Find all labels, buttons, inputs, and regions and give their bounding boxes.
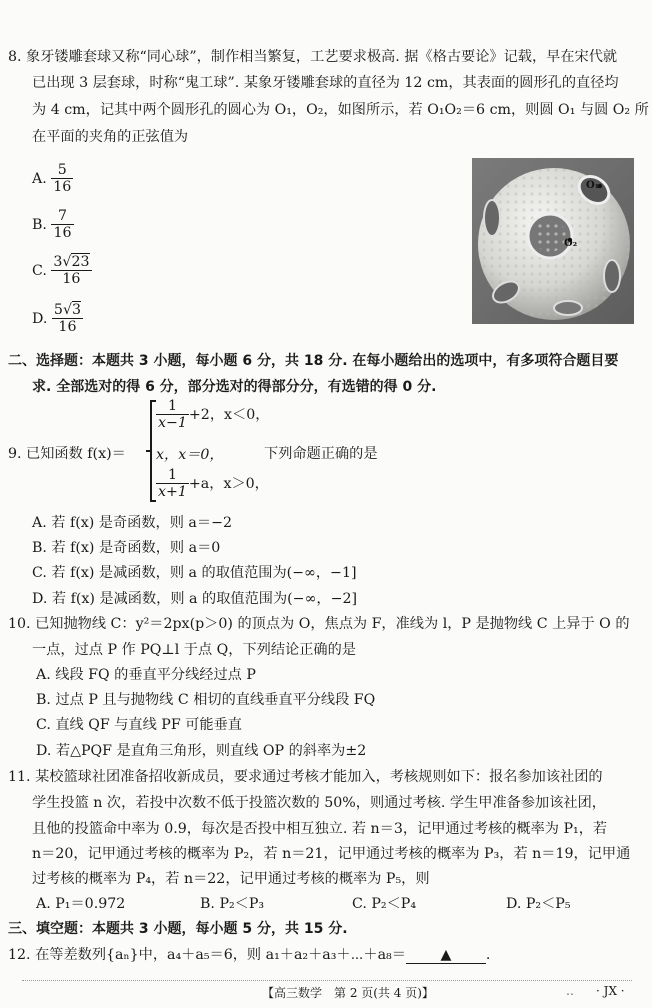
hole-right: [604, 260, 620, 292]
q9-option-b: B. 若 f(x) 是奇函数，则 a＝0: [32, 540, 221, 556]
section2-line1: 二、选择题：本题共 3 小题，每小题 6 分，共 18 分. 在每小题给出的选项中，有多项符合题目要: [8, 353, 619, 369]
q10-option-b: B. 过点 P 且与抛物线 C 相切的直线垂直平分线段 FQ: [36, 692, 376, 708]
option-label: A.: [32, 170, 47, 187]
q9-option-d: D. 若 f(x) 是减函数，则 a 的取值范围为(−∞，−2]: [32, 591, 358, 607]
q9-case1: $\frac{1}{x-1}$ +2，x＜0，: [158, 398, 270, 432]
triangle-icon: ▲: [440, 947, 452, 963]
q8-option-b: [32, 208, 74, 242]
footer-dots: ‥: [566, 984, 575, 998]
q9-prefix: 9. 已知函数 f(x)＝: [8, 446, 126, 462]
hole-left: [484, 200, 500, 236]
q8-option-a: [32, 162, 73, 196]
q9-case3: $\frac{1}{x+1}$ +a，x＞0，: [158, 467, 269, 501]
q9-case2: x，x＝0，: [156, 447, 224, 463]
q10-option-c: C. 直线 QF 与直线 PF 可能垂直: [36, 717, 242, 733]
q11-line2: 学生投篮 n 次，若投中次数不低于投篮次数的 50%，则通过考核. 学生甲准备参加该社团，: [32, 795, 606, 811]
label-o1: O₁: [586, 180, 600, 191]
fraction: $\frac{1}{x-1}$: [158, 398, 187, 432]
q8-line1: 8. 象牙镂雕套球又称“同心球”，制作相当繁复，工艺要求极高. 据《格古要论》记载，早在宋代就: [8, 49, 618, 65]
q10-line1: 10. 已知抛物线 C：y²＝2px(p＞0) 的顶点为 O，焦点为 F，准线为 l，P 是抛物线 C 上异于 O 的: [8, 616, 630, 632]
fraction: $\frac{3√23}{16}$: [53, 254, 90, 288]
q9-option-c: C. 若 f(x) 是减函数，则 a 的取值范围为(−∞，−1]: [32, 565, 357, 581]
q11-option-c: C. P₂＜P₄: [352, 896, 417, 912]
label-o2: O₂: [564, 238, 578, 249]
answer-blank[interactable]: [406, 947, 486, 964]
section2-line2: 求. 全部选对的得 6 分，部分选对的得部分分，有选错的得 0 分.: [32, 379, 437, 395]
footer-page-info: 【高三数学 第 2 页(共 4 页)】: [262, 986, 434, 1000]
q8-line3: 为 4 cm，记其中两个圆形孔的圆心为 O₁，O₂，如图所示，若 O₁O₂＝6 cm，则圆 O₁ 与圆 O₂ 所: [32, 102, 649, 118]
q10-option-d: D. 若△PQF 是直角三角形，则直线 OP 的斜率为±2: [36, 743, 367, 759]
fraction: $\frac{5}{16}$: [53, 162, 72, 196]
q11-option-a: A. P₁＝0.972: [36, 896, 126, 912]
option-label: D.: [32, 310, 48, 327]
q9-option-a: A. 若 f(x) 是奇函数，则 a＝−2: [32, 515, 232, 531]
q11-option-b: B. P₂＜P₃: [200, 896, 265, 912]
carved-ball-figure: [472, 158, 634, 324]
q11-line1: 11. 某校篮球社团准备招收新成员，要求通过考核才能加入，考核规则如下：报名参加该社团的: [8, 769, 603, 785]
q8-option-d: [32, 302, 83, 336]
fraction: $\frac{1}{x+1}$: [158, 467, 187, 501]
q8-line2: 已出现 3 层套球，时称“鬼工球”. 某象牙镂雕套球的直径为 12 cm，其表面的圆形孔的直径均: [32, 75, 619, 91]
q12-text: 12. 在等差数列{aₙ}中，a₄＋a₅＝6，则 a₁＋a₂＋a₃＋⋯＋a₈＝ ▲ .: [8, 947, 491, 963]
section3-line1: 三、填空题：本题共 3 小题，每小题 5 分，共 15 分.: [8, 921, 348, 937]
option-label: B.: [32, 216, 47, 233]
q9-suffix: 下列命题正确的是: [264, 446, 378, 462]
fraction: $\frac{7}{16}$: [53, 208, 72, 242]
q8-option-c: [32, 254, 92, 288]
ball-illustration: [472, 158, 634, 324]
option-label: C.: [32, 262, 47, 279]
q8-line4: 在平面的夹角的正弦值为: [32, 129, 189, 145]
q11-line3: 且他的投篮命中率为 0.9，每次是否投中相互独立. 若 n＝3，记甲通过考核的概率为 P₁，若: [32, 821, 608, 837]
q11-line5: 过考核的概率为 P₄，若 n＝22，记甲通过考核的概率为 P₅，则: [32, 871, 430, 887]
q11-line4: n＝20，记甲通过考核的概率为 P₂，若 n＝21，记甲通过考核的概率为 P₃，若 n＝19，记甲通: [32, 846, 631, 862]
q10-option-a: A. 线段 FQ 的垂直平分线经过点 P: [36, 667, 256, 683]
q11-option-d: D. P₂＜P₅: [506, 896, 571, 912]
footer-divider: [22, 980, 632, 981]
footer-code: · JX ·: [596, 984, 625, 998]
hole-bottom: [554, 301, 582, 315]
q10-line2: 一点，过点 P 作 PQ⊥l 于点 Q，下列结论正确的是: [32, 642, 356, 658]
fraction: $\frac{5√3}{16}$: [53, 302, 82, 336]
